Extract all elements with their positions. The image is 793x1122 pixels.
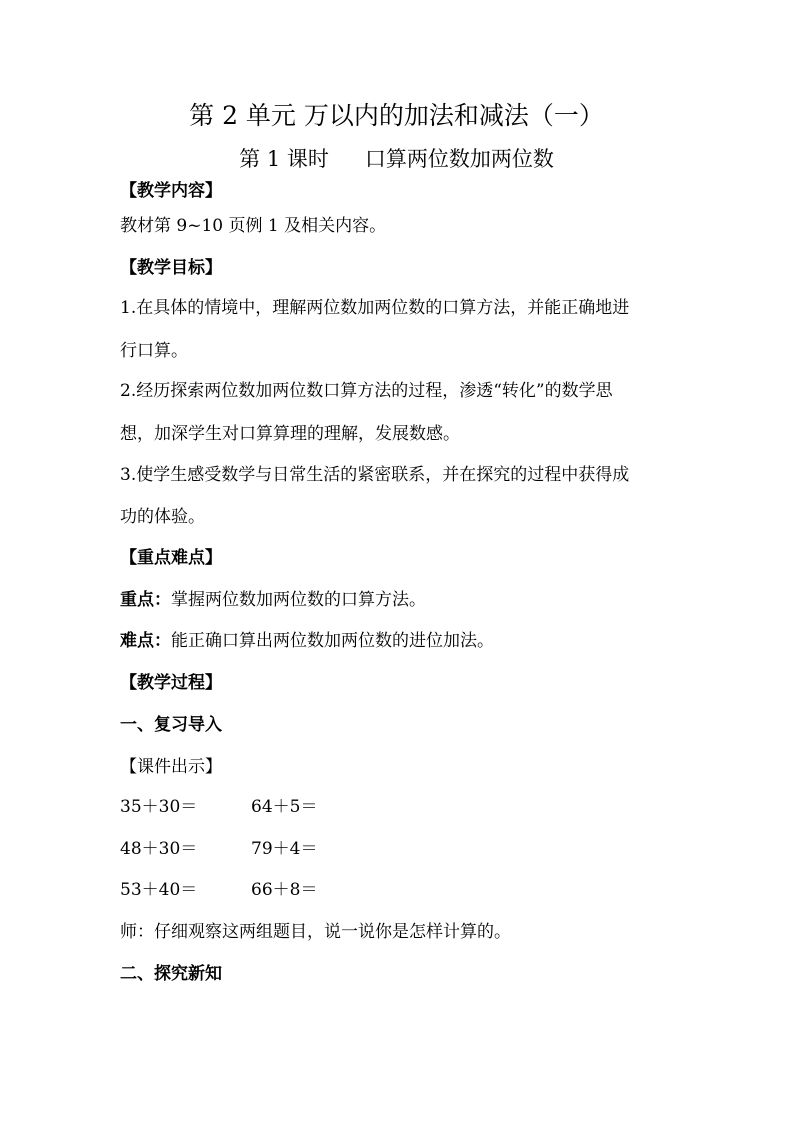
key-point-text: 掌握两位数加两位数的口算方法。 xyxy=(171,590,426,610)
lesson-topic: 口算两位数加两位数 xyxy=(364,147,554,171)
content-text: 教材第 9~10 页例 1 及相关内容。 xyxy=(120,216,387,236)
difficulty-text: 能正确口算出两位数加两位数的进位加法。 xyxy=(171,631,494,651)
exercise-right: 79＋4＝ xyxy=(251,839,318,859)
exercise-right: 64＋5＝ xyxy=(251,797,318,817)
exercise-left: 35＋30＝ xyxy=(120,797,198,817)
teacher-prompt: 师：仔细观察这两组题目，说一说你是怎样计算的。 xyxy=(120,922,511,942)
goal-1-line-1: 1.在具体的情境中，理解两位数加两位数的口算方法，并能正确地进 xyxy=(120,298,630,318)
key-point-line xyxy=(120,590,426,610)
content-heading: 【教学内容】 xyxy=(120,181,222,201)
goal-3-line-1: 3.使学生感受数学与日常生活的紧密联系，并在探究的过程中获得成 xyxy=(120,465,630,485)
difficulty-label: 难点： xyxy=(120,631,171,651)
unit-title: 第 2 单元 万以内的加法和减法（一） xyxy=(189,101,604,130)
courseware-heading: 【课件出示】 xyxy=(120,757,222,777)
process-heading: 【教学过程】 xyxy=(120,673,222,693)
goal-2-line-2: 想，加深学生对口算算理的理解，发展数感。 xyxy=(120,424,460,444)
goal-3-line-2: 功的体验。 xyxy=(120,507,205,527)
exercise-row xyxy=(120,880,318,900)
exercise-row xyxy=(120,797,318,817)
lesson-number: 第 1 课时 xyxy=(239,147,329,171)
part-2-heading: 二、探究新知 xyxy=(120,964,222,984)
exercise-left: 53＋40＝ xyxy=(120,880,198,900)
difficulty-line xyxy=(120,631,494,651)
lesson-subtitle xyxy=(0,146,793,172)
goal-1-line-2: 行口算。 xyxy=(120,341,188,361)
part-1-heading: 一、复习导入 xyxy=(120,715,222,735)
goals-heading: 【教学目标】 xyxy=(120,258,222,278)
exercise-row xyxy=(120,839,318,859)
key-point-label: 重点： xyxy=(120,590,171,610)
exercise-right: 66＋8＝ xyxy=(251,880,318,900)
exercise-left: 48＋30＝ xyxy=(120,839,198,859)
goal-2-line-1: 2.经历探索两位数加两位数口算方法的过程，渗透“转化”的数学思 xyxy=(120,381,613,401)
key-points-heading: 【重点难点】 xyxy=(120,548,222,568)
